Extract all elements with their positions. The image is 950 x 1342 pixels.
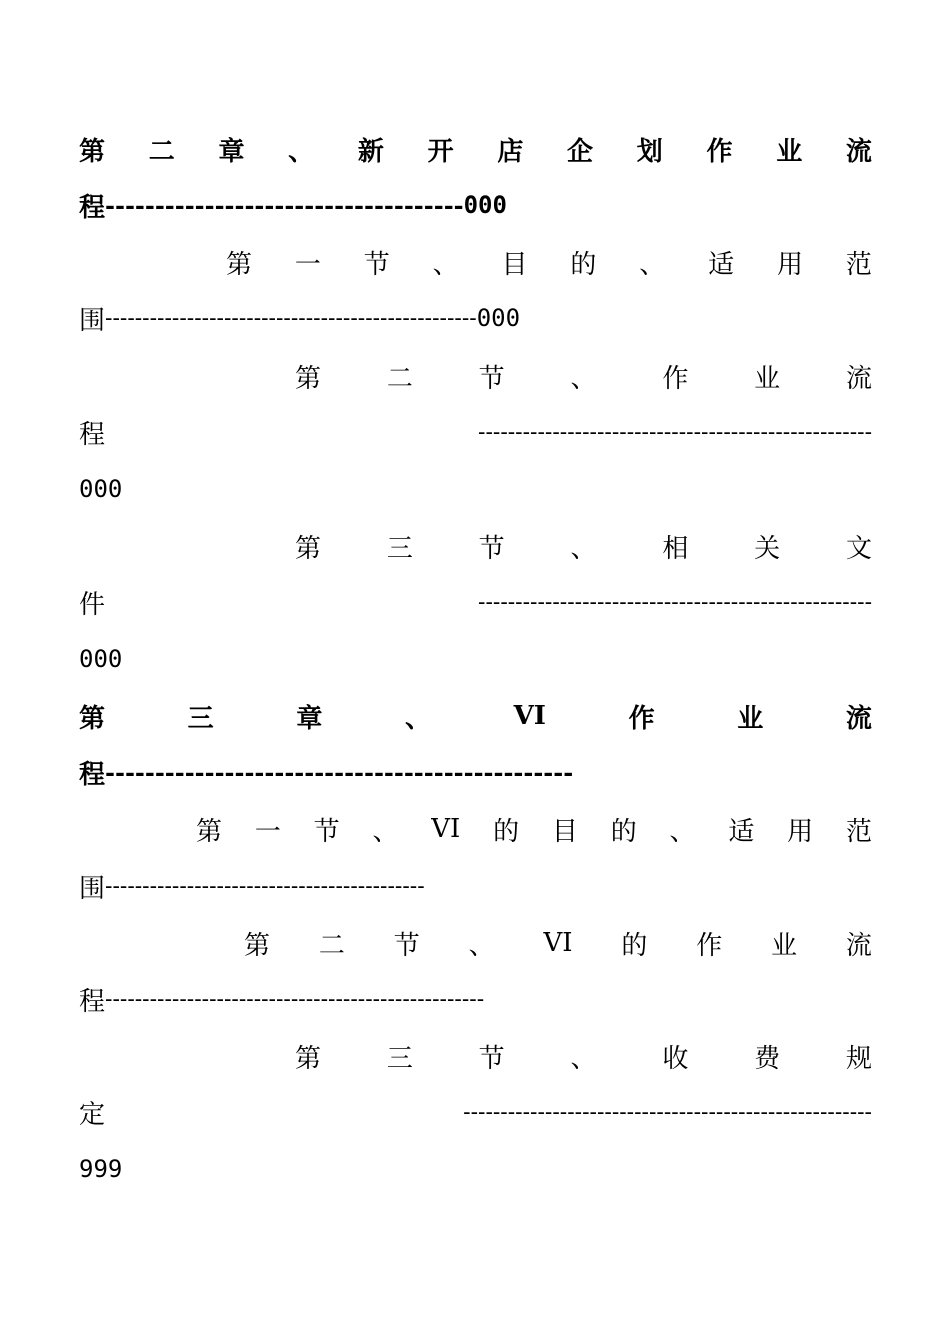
title-char: 业 [737, 703, 764, 734]
dot-leader: ------------------------------------------- [105, 873, 425, 899]
title-char: 作 [628, 703, 655, 734]
title-char: 节 [478, 363, 505, 394]
toc-ch3-sec3-page-line [79, 1149, 872, 1189]
page-number: 000 [476, 304, 521, 332]
title-char: 三 [386, 1043, 413, 1074]
title-char: 三 [386, 533, 413, 564]
title-char: 相 [662, 533, 689, 564]
title-char: VI [543, 928, 573, 958]
title-char: 规 [845, 1043, 872, 1074]
toc-ch2-sec3-title[interactable] [295, 526, 872, 566]
title-char: 、 [288, 136, 315, 167]
title-char: 的 [493, 816, 520, 847]
title-char: VI [431, 814, 461, 844]
title-char: 一 [254, 816, 281, 847]
toc-ch2-sec2-page-line [79, 469, 872, 509]
toc-ch3-sec3-leader-line[interactable] [79, 1092, 872, 1132]
title-char: 、 [432, 249, 459, 280]
dot-leader: -------------------------------------------------- [105, 305, 477, 331]
title-char: 业 [776, 136, 803, 167]
title-char: 店 [497, 136, 524, 167]
toc-chapter2-leader-line[interactable] [79, 185, 872, 225]
title-tail: 件 [79, 589, 106, 620]
title-char: 、 [639, 249, 666, 280]
title-char: 章 [218, 136, 245, 167]
title-char: 适 [728, 816, 755, 847]
title-char: 第 [244, 930, 271, 961]
title-char: 作 [706, 136, 733, 167]
title-char: 新 [357, 136, 384, 167]
page-number: 999 [79, 1155, 123, 1183]
toc-ch2-sec2-leader-line[interactable] [79, 412, 872, 452]
title-char: 划 [636, 136, 663, 167]
title-char: 开 [427, 136, 454, 167]
title-char: 第 [295, 363, 322, 394]
page-number: 000 [79, 645, 123, 673]
toc-ch2-sec2-title[interactable] [295, 356, 872, 396]
title-char: 费 [754, 1043, 781, 1074]
title-char: 二 [386, 363, 413, 394]
title-char: 第 [196, 816, 223, 847]
title-char: 流 [845, 363, 872, 394]
toc-ch3-sec1-leader-line[interactable] [79, 866, 872, 906]
title-tail: 定 [79, 1099, 106, 1130]
dot-leader: ----------------------------------------------- [105, 757, 574, 787]
title-char: 的 [610, 816, 637, 847]
title-char: 流 [845, 703, 872, 734]
title-char: 文 [845, 533, 872, 564]
title-char: 、 [570, 1043, 597, 1074]
toc-ch3-sec3-title[interactable] [295, 1036, 872, 1076]
toc-ch2-sec3-page-line [79, 639, 872, 679]
toc-ch2-sec3-leader-line[interactable] [79, 582, 872, 622]
title-char: 、 [372, 816, 399, 847]
title-char: 第 [79, 703, 106, 734]
dot-leader: ------------------------------------ [105, 190, 464, 220]
title-char: 第 [295, 533, 322, 564]
title-char: 的 [570, 249, 597, 280]
dot-leader: ----------------------------------------------------- [478, 419, 872, 445]
title-tail: 程 [79, 192, 106, 223]
page-number: 000 [79, 475, 123, 503]
title-char: 流 [845, 136, 872, 167]
title-char: 目 [501, 249, 528, 280]
title-char: 节 [313, 816, 340, 847]
title-char: 三 [187, 703, 214, 734]
toc-ch3-sec2-leader-line[interactable] [79, 979, 872, 1019]
title-tail: 程 [79, 986, 106, 1017]
title-tail: 围 [79, 873, 106, 904]
title-char: 范 [845, 816, 872, 847]
title-char: 二 [318, 930, 345, 961]
title-char: 二 [148, 136, 175, 167]
toc-chapter3-title[interactable] [79, 696, 872, 736]
title-char: 一 [294, 249, 321, 280]
title-char: 第 [226, 249, 253, 280]
title-char: VI [513, 701, 546, 731]
title-char: 适 [708, 249, 735, 280]
title-char: 作 [696, 930, 723, 961]
title-char: 第 [295, 1043, 322, 1074]
title-tail: 围 [79, 305, 106, 336]
title-char: 作 [662, 363, 689, 394]
title-char: 节 [478, 1043, 505, 1074]
title-tail: 程 [79, 759, 106, 790]
title-char: 节 [478, 533, 505, 564]
title-char: 收 [662, 1043, 689, 1074]
title-char: 企 [567, 136, 594, 167]
title-char: 、 [669, 816, 696, 847]
title-char: 关 [754, 533, 781, 564]
title-char: 第 [79, 136, 106, 167]
toc-chapter2-title[interactable] [79, 129, 872, 169]
title-char: 用 [787, 816, 814, 847]
title-char: 章 [296, 703, 323, 734]
title-char: 、 [570, 363, 597, 394]
toc-ch3-sec1-title[interactable] [196, 809, 872, 849]
title-char: 业 [754, 363, 781, 394]
dot-leader: --------------------------------------------------- [105, 986, 485, 1012]
title-char: 节 [363, 249, 390, 280]
title-char: 、 [570, 533, 597, 564]
toc-chapter3-leader-line[interactable] [79, 752, 872, 792]
title-char: 节 [393, 930, 420, 961]
toc-ch2-sec1-title[interactable] [226, 242, 872, 282]
page-number: 000 [463, 191, 507, 219]
dot-leader: ----------------------------------------------------- [478, 589, 872, 615]
toc-ch3-sec2-title[interactable] [244, 923, 872, 963]
title-char: 流 [845, 930, 872, 961]
title-char: 用 [777, 249, 804, 280]
title-char: 、 [404, 703, 431, 734]
title-char: 业 [771, 930, 798, 961]
dot-leader: ------------------------------------------------------- [463, 1099, 872, 1125]
title-char: 范 [845, 249, 872, 280]
toc-ch2-sec1-leader-line[interactable] [79, 298, 872, 338]
title-char: 目 [551, 816, 578, 847]
title-tail: 程 [79, 419, 106, 450]
title-char: 的 [621, 930, 648, 961]
title-char: 、 [468, 930, 495, 961]
